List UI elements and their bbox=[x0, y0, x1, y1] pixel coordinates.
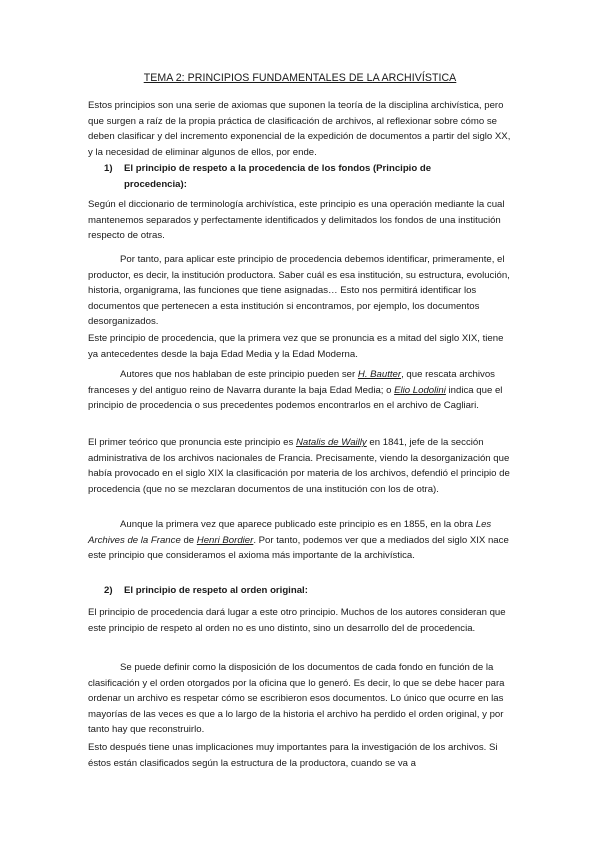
author-link-lodolini[interactable]: Elio Lodolini bbox=[394, 384, 446, 396]
p6-text-de: de bbox=[180, 534, 197, 546]
p5-text-pre: El primer teórico que pronuncia este principio es bbox=[88, 437, 296, 448]
p6-text-pre: Aunque la primera vez que aparece publicado este principio es en 1855, en la obra bbox=[120, 519, 476, 530]
author-link-wailly[interactable]: Natalis de Wailly bbox=[295, 437, 367, 448]
paragraph-3: Este principio de procedencia, que la primera vez que se pronuncia es a mitad del siglo XIX, tiene ya antecedentes desde la baja Edad Media y la Edad Moderna. bbox=[88, 333, 504, 360]
intro-paragraph: Estos principios son una serie de axiomas que suponen la teoría de la disciplina archivística, pero que surgen a raíz de la propia práctica de clasificación de archivos, al reflexionar sobre cómo se deben clasificar y del incremento exponencial de la expedición de documentos a partir del siglo XX, y la necesidad de eliminar algunos de ellos, por ende. bbox=[88, 100, 511, 158]
page-title: TEMA 2: PRINCIPIOS FUNDAMENTALES DE LA ARCHIVÍSTICA bbox=[143, 72, 457, 84]
author-link-bautter[interactable]: H. Bautter bbox=[357, 369, 402, 380]
p4-text-pre: Autores que nos hablaban de este principio pueden ser bbox=[120, 369, 358, 380]
section-2-heading-text: El principio de respeto al orden original: bbox=[124, 585, 308, 596]
paragraph-2: Por tanto, para aplicar este principio de procedencia debemos identificar, primeramente, el productor, es decir, la institución productora. Saber cuál es esa institución, su estructura, evolución, historia, organigrama, las funciones que tiene asignadas… Esto nos permitirá identificar los documentos que pertenecen a esta institución si encontramos, por ejemplo, los documentos desorganizados. bbox=[88, 254, 510, 327]
p6-text-post: . Por tanto, podemos ver que a mediados del siglo XIX nace este principio que consideramos el axioma más importante de la archivística. bbox=[88, 534, 509, 561]
section-1-heading-line2: procedencia): bbox=[124, 178, 187, 190]
work-title: Les Archives de la France bbox=[88, 519, 492, 546]
paragraph-4 bbox=[88, 367, 516, 414]
p5-text-post: en 1841, jefe de la sección administrativa de los archivos nacionales de Francia. Precisamente, viendo la desorganización que había provocado en el siglo XIX la clasificación por materia de los archivos, defendió el principio de procedencia (que no se mezclaran documentos de una institución con los de otra). bbox=[88, 437, 510, 495]
paragraph-7: El principio de procedencia dará lugar a este otro principio. Muchos de los autores consideran que este principio de respeto al orden no es uno distinto, sino un desarrollo del de procedencia. bbox=[88, 607, 506, 634]
section-1-heading bbox=[104, 161, 516, 192]
p4-text-mid: , que rescata archivos franceses y del antiguo reino de Navarra durante la baja Edad Media; o bbox=[88, 369, 495, 396]
section-2-heading bbox=[104, 583, 516, 599]
paragraph-8: Se puede definir como la disposición de los documentos de cada fondo en función de la clasificación y el orden otorgados por la oficina que lo generó. Es decir, lo que se debe hacer para ordenar un archivo es respetar cómo se escribieron esos documentos. Lo único que ocurre en las mayorías de las veces es que a lo largo de la historia el archivo ha perdido el orden original, y por tanto hay que reconstruirlo. bbox=[88, 662, 505, 735]
p4-text-post: indica que el principio de procedencia o sus precedentes podemos encontrarlos en el archivo de Cagliari. bbox=[88, 384, 503, 411]
section-1-number: 1) bbox=[104, 163, 113, 174]
paragraph-6 bbox=[88, 517, 516, 564]
paragraph-5 bbox=[88, 435, 516, 497]
author-link-bordier[interactable]: Henri Bordier bbox=[196, 534, 254, 546]
section-1-heading-line1: El principio de respeto a la procedencia de los fondos (Principio de bbox=[124, 163, 432, 174]
section-2-number: 2) bbox=[104, 585, 113, 596]
paragraph-1: Según el diccionario de terminología archivística, este principio es una operación mediante la cual mantenemos separados y perfectamente identificados y delimitados los fondos de una institución respecto de otras. bbox=[88, 199, 505, 241]
paragraph-9: Esto después tiene unas implicaciones muy importantes para la investigación de los archivos. Si éstos están clasificados según la estructura de la productora, cuando se va a bbox=[88, 742, 498, 769]
